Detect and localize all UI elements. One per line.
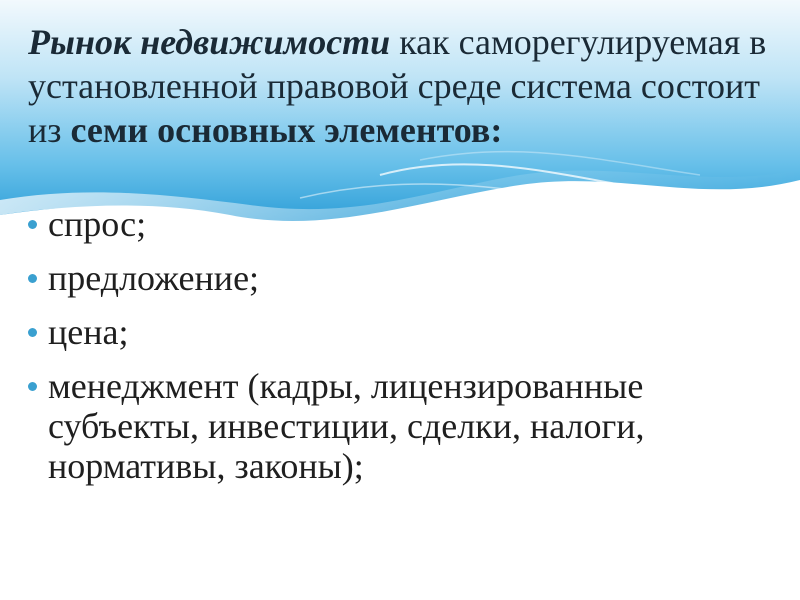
bullet-text: спрос;: [48, 204, 147, 244]
bullet-item: [26, 366, 766, 486]
bullet-text: предложение;: [48, 258, 260, 298]
bullet-dot-icon: [28, 382, 37, 391]
title-middle: как саморегулируемая в установленной правовой среде система состоит из: [28, 22, 767, 150]
bullet-dot-icon: [28, 220, 37, 229]
bullet-dot-icon: [28, 274, 37, 283]
bullet-item: [26, 312, 766, 352]
title-tail: семи основных элементов:: [70, 110, 503, 150]
bullet-list: [26, 204, 766, 500]
slide-title: [28, 20, 778, 152]
bullet-text: цена;: [48, 312, 129, 352]
bullet-dot-icon: [28, 328, 37, 337]
bullet-text: менеджмент (кадры, лицензированные субъекты, инвестиции, сделки, налоги, нормативы, законы);: [48, 366, 645, 486]
bullet-item: [26, 258, 766, 298]
bullet-item: [26, 204, 766, 244]
title-lead: Рынок недвижимости: [28, 22, 391, 62]
